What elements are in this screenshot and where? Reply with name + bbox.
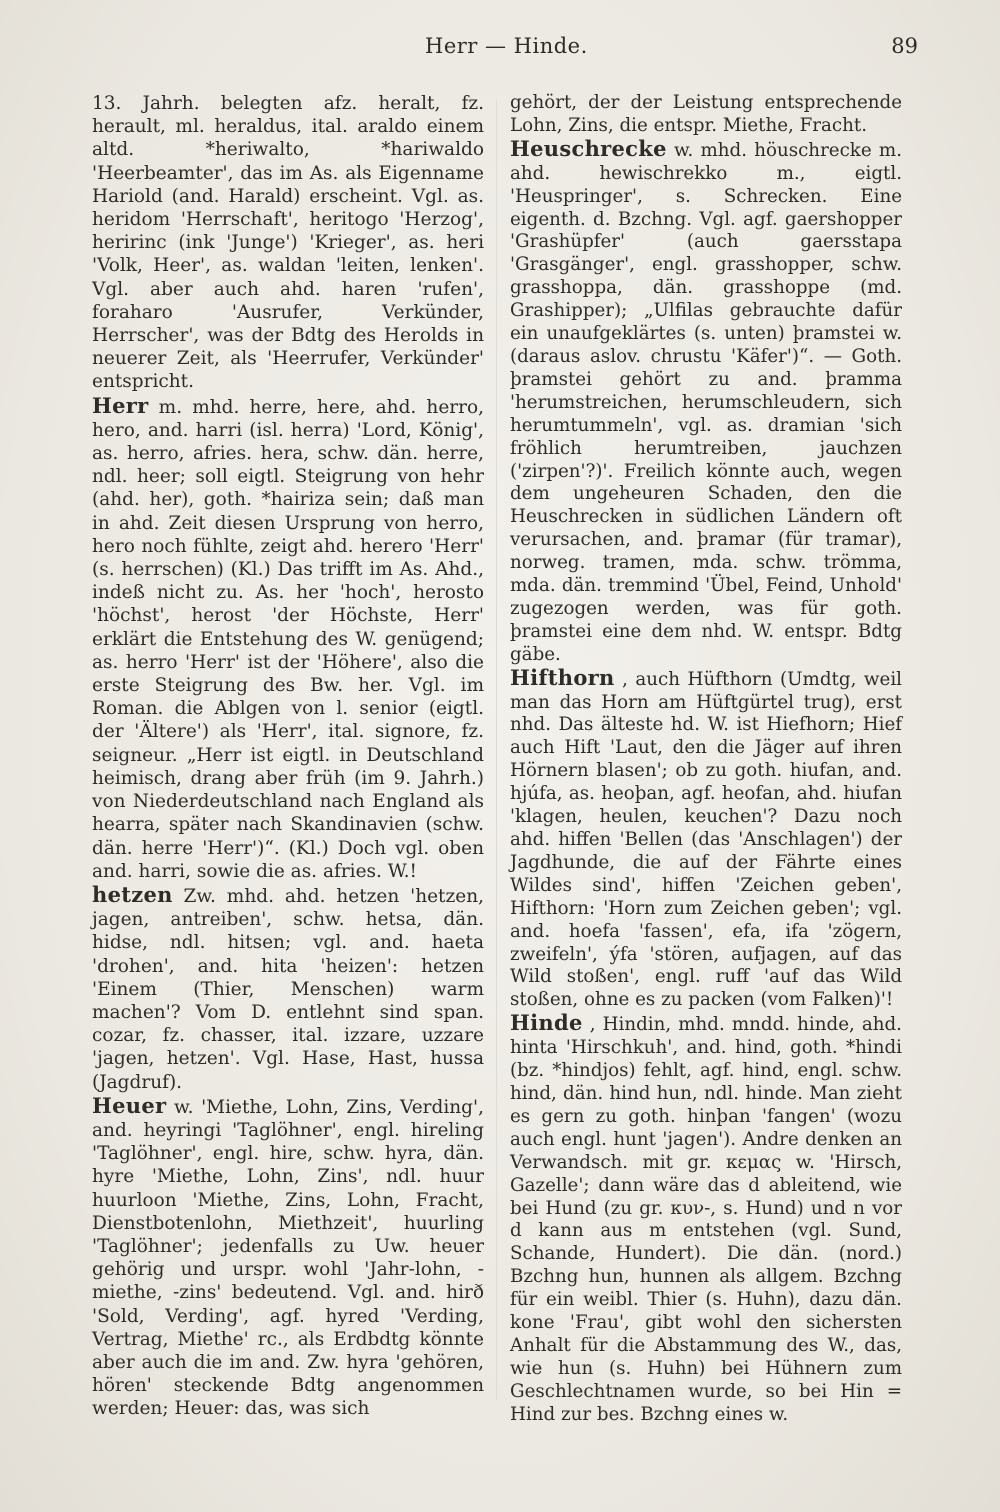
dictionary-entry bbox=[510, 1012, 902, 1426]
entry-text: , auch Hüfthorn (Umdtg, weil man das Horn am Hüftgürtel trug), erst nhd. Das älteste hd. W. ist Hiefhorn; Hief auch Hift 'Laut, den die Jäger auf ihren Hörnern blasen'; ob zu goth. hiufan, and. hjúfa, as. heoþan, agf. heofan, ahd. hiufan 'klagen, heulen, keuchen'? Dazu noch ahd. hiffen 'Bellen (das 'Anschlagen') der Jagdhunde, die auf der Fährte eines Wildes sind', hiffen 'Zeichen geben', Hifthorn: 'Horn zum Zeichen geben'; vgl. and. hoefa 'fassen', efa, ifa 'zögern, zweifeln', ýfa 'stören, aufjagen, auf das Wild stoßen', engl. ruff 'auf das Wild stoßen, ohne es zu packen (vom Falken)'! bbox=[510, 668, 902, 1011]
dictionary-entry bbox=[92, 394, 484, 883]
entry-text: Zw. mhd. ahd. hetzen 'hetzen, jagen, antreiben', schw. hetsa, dän. hidse, ndl. hitsen; vgl. and. haeta 'drohen', and. hita 'heizen': hetzen 'Einem (Thier, Menschen) warm machen'? Vom D. entlehnt sind span. cozar, fz. chasser, ital. izzare, uzzare 'jagen, hetzen'. Vgl. Hase, Hast, hussa (Jagdruf). bbox=[92, 885, 484, 1093]
dictionary-entry bbox=[92, 1094, 484, 1421]
dictionary-entry bbox=[510, 135, 902, 667]
entry-lemma: Herr bbox=[92, 392, 149, 418]
entry-text: , Hindin, mhd. mndd. hinde, ahd. hinta 'Hirschkuh', and. hind, goth. *hindi (bz. *hindjos) fehlt, agf. hind, engl. schw. hind, dän. hind hun, ndl. hinde. Man zieht es gern zu goth. hinþan 'fangen' (wozu auch engl. hunt 'jagen'). Andre denken an Verwandsch. mit gr. κεμας w. 'Hirsch, Gazelle'; dann wäre das d ableitend, wie bei Hund (zu gr. κυν-, s. Hund) und n vor d kann aus m entstehen (vgl. Sund, Schande, Hundert). Die dän. (nord.) Bzchng hun, hunnen als allgem. Bzchng für ein weibl. Thier (s. Huhn), dazu dän. kone 'Frau', gibt wohl den sichersten Anhalt für die Abstammung des W., das, wie hun (s. Huhn) bei Hühnern zum Geschlechtnamen wurde, so bei Hin = Hind zur bes. Bzchng eines w. bbox=[510, 1014, 902, 1425]
entry-lemma: Heuschrecke bbox=[510, 135, 667, 161]
entry-text: w. mhd. höuschrecke m. ahd. hewischrekko m., eigtl. 'Heuspringer', s. Schrecken. Eine eigenth. d. Bzchng. Vgl. agf. gaershopper 'Grashüpfer' (auch gaersstapa 'Grasgänger', engl. grasshopper, schw. grasshoppa, dän. grasshoppe (md. Grashipper); „Ulfilas gebrauchte dafür ein unaufgeklärtes (s. unten) þramstei w. (daraus aslov. chrustu 'Käfer')“. — Goth. þramstei gehört zu and. þramma 'herumstreichen, herumschleudern, sich herumtummeln', vgl. as. dramian 'sich fröhlich herumtreiben, jauchzen ('zirpen'?)'. Freilich könnte auch, wegen dem ungeheuren Schaden, den die Heuschrecken in südlichen Ländern oft verursachen, and. þramar (für tramar), norweg. tramen, mda. schw. trömma, mda. dän. tremmind 'Übel, Feind, Unhold' zugezogen werden, was für goth. þramstei eine dem nhd. W. entspr. Bdtg gäbe. bbox=[510, 139, 902, 665]
entry-text: m. mhd. herre, here, ahd. herro, hero, and. harri (isl. herra) 'Lord, König', as. herro, afries. hera, schw. dän. herre, ndl. heer; soll eigtl. Steigrung von hehr (ahd. her), goth. *hairiza sein; daß man in ahd. Zeit diesen Ursprung von herro, hero noch fühlte, zeigt ahd. herero 'Herr' (s. herrschen) (Kl.) Das trifft im As. Ahd., indeß nicht zu. As. her 'hoch', herosto 'höchst', herost 'der Höchste, Herr' erklärt die Entstehung des W. genügend; as. herro 'Herr' ist der 'Höhere', also die erste Steigrung des Bw. her. Vgl. im Roman. die Ablgen von l. senior (eigtl. der 'Ältere') als 'Herr', ital. signore, fz. seigneur. „Herr ist eigtl. in Deutschland heimisch, drang aber früh (im 9. Jahrh.) von Niederdeutschland nach England als hearra, später nach Skandinavien (schw. dän. herre 'Herr')“. (Kl.) Doch vgl. oben and. harri, sowie die as. afries. W.! bbox=[92, 396, 484, 882]
continued-entry-text: 13. Jahrh. belegten afz. heralt, fz. herault, ml. heraldus, ital. araldo einem altd. *heriwalto, *hariwaldo 'Heerbeamter', das im As. als Eigenname Hariold (and. Harald) erscheint. Vgl. as. heridom 'Herrschaft', heritogo 'Herzog', heririnc (ink 'Junge') 'Krieger', as. heri 'Volk, Heer', as. waldan 'leiten, lenken'. Vgl. aber auch ahd. haren 'rufen', foraharo 'Ausrufer, Verkünder, Herrscher', was der Bdtg des Herolds in neuerer Zeit, als 'Heerrufer, Verkünder' entspricht. bbox=[92, 93, 484, 393]
entry-lemma: Heuer bbox=[92, 1092, 167, 1118]
left-column bbox=[92, 92, 484, 1421]
entry-lemma: Hifthorn bbox=[510, 664, 615, 690]
continued-entry-text: gehört, der der Leistung entsprechende Lohn, Zins, die entspr. Miethe, Fracht. bbox=[510, 92, 902, 136]
page-number: 89 bbox=[891, 34, 918, 58]
entry-lemma: hetzen bbox=[92, 881, 173, 907]
dictionary-entry bbox=[92, 883, 484, 1094]
page-header bbox=[90, 34, 918, 64]
running-head: Herr — Hinde. bbox=[425, 34, 588, 58]
entry-lemma: Hinde bbox=[510, 1010, 583, 1036]
right-column bbox=[510, 92, 902, 1427]
entry-text: w. 'Miethe, Lohn, Zins, Verding', and. heyringi 'Taglöhner', engl. hireling 'Taglöhner', engl. hire, schw. hyra, dän. hyre 'Miethe, Lohn, Zins', ndl. huur huurloon 'Miethe, Zins, Lohn, Fracht, Dienstbotenlohn, Miethzeit', huurling 'Taglöhner'; jedenfalls zu Uw. heuer gehörig und urspr. wohl 'Jahr-lohn, -miethe, -zins' bedeutend. Vgl. and. hirð 'Sold, Verding', agf. hyred 'Verding, Vertrag, Miethe' rc., als Erdbdtg könnte aber auch die im and. Zw. hyra 'gehören, hören' steckende Bdtg angenommen werden; Heuer: das, was sich bbox=[92, 1096, 484, 1420]
column-divider bbox=[496, 100, 497, 1400]
dictionary-entry bbox=[510, 664, 902, 1013]
